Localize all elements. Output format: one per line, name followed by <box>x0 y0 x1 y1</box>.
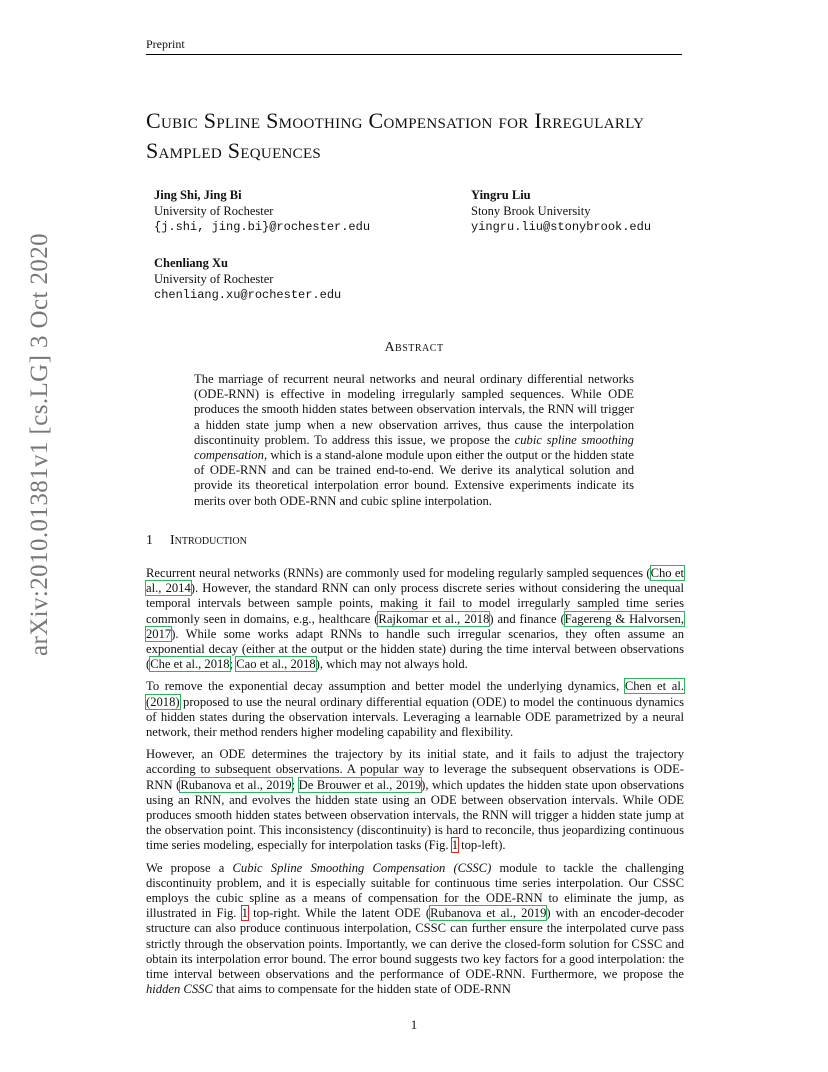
author-block-3 <box>154 255 341 303</box>
text-run: We propose a <box>146 860 233 875</box>
citation-link[interactable]: Rubanova et al., 2019 <box>180 777 292 792</box>
author-block-1 <box>154 187 370 235</box>
author-name: Yingru Liu <box>471 188 531 202</box>
text-run: ; <box>291 777 299 792</box>
running-head: Preprint <box>146 37 682 55</box>
paragraph-2 <box>146 679 684 740</box>
text-run: ; <box>229 657 237 672</box>
text-run: However, an ODE determines the trajectory by its initial state, and it fails to adjust the trajectory according to subsequent observations. A popular way to leverage the subsequent observations is ODE-RNN ( <box>146 747 684 792</box>
text-run: ) and finance ( <box>489 611 565 626</box>
paragraph-3 <box>146 747 684 853</box>
author-name: Chenliang Xu <box>154 256 228 270</box>
text-run: module to tackle the challenging discontinuity problem, and it is especially suitable for continuous time series interpolation. Our CSSC employs the cubic spline as a means of compensation for the ODE-RNN to eliminate the jump, as illustrated in Fig. <box>146 860 685 921</box>
text-run: proposed to use the neural ordinary differential equation (ODE) to model the continuous dynamics of hidden states during the observation intervals. Leveraging a learnable ODE parametrized by a neural network, their method renders higher modeling capability and flexibility. <box>146 694 684 740</box>
text-run: ) with an encoder-decoder structure can also produce continuous interpolation, CSSC can further ensure the interpolated curve pass strictly through the observation points. Importantly, we can derive the closed-form solution for CSSC and obtain its interpolation error bound. The error bound suggests two key factors for a good interpolation: the time interval between observations and the performance of ODE-RNN. Furthermore, we propose the <box>146 906 684 982</box>
author-name: Jing Shi, Jing Bi <box>154 188 242 202</box>
text-run: ), which updates the hidden state upon observations using an RNN, and evolves the hidden state using an ODE between observation intervals. While ODE produces smooth hidden states between observation intervals, the RNN will trigger a hidden state jump at the observation point. This inconsistency (discontinuity) is hard to reconcile, thus jeopardizing continuous time series modeling, especially for interpolation tasks (Fig. <box>146 777 684 853</box>
abstract-text <box>194 372 634 509</box>
intro-body <box>146 566 684 1004</box>
text-run: top-left). <box>457 838 506 853</box>
text-run: top-right. While the latent ODE ( <box>247 906 431 921</box>
text-run: To remove the exponential decay assumption and better model the underlying dynamics, <box>146 679 625 694</box>
figure-link[interactable]: 1 <box>451 838 458 853</box>
emphasis-text: hidden CSSC <box>146 982 213 997</box>
author-email[interactable]: {j.shi, jing.bi}@rochester.edu <box>154 220 371 234</box>
abstract-emphasis: cubic spline smoothing compensation <box>194 432 634 463</box>
section-title: Introduction <box>170 533 247 548</box>
author-email[interactable]: chenliang.xu@rochester.edu <box>154 288 342 302</box>
author-affiliation: Stony Brook University <box>471 204 591 218</box>
figure-link[interactable]: 1 <box>241 906 248 921</box>
text-run: ). While some works adapt RNNs to handle such irregular scenarios, they often assume an exponential decay (either at the output or the hidden state) during the time interval between observations ( <box>146 626 684 672</box>
citation-link[interactable]: Chen et al. (2018) <box>146 679 684 709</box>
author-block-2 <box>471 187 651 235</box>
abstract-part: , which is a stand-alone module upon either the output or the hidden state of ODE-RNN and can be trained end-to-end. We derive its analytical solution and provide its theoretical interpolation error bound. Extensive experiments indicate its merits over both ODE-RNN and cubic spline interpolation. <box>194 448 634 508</box>
author-affiliation: University of Rochester <box>154 272 274 286</box>
citation-link[interactable]: Fagereng & Halvorsen, 2017 <box>146 611 684 641</box>
page-number: 1 <box>410 1017 418 1032</box>
citation-link[interactable]: Cho et al., 2014 <box>146 566 684 596</box>
text-run: ), which may not always hold. <box>315 657 468 672</box>
abstract-heading: Abstract <box>384 340 444 355</box>
author-email[interactable]: yingru.liu@stonybrook.edu <box>471 220 652 234</box>
text-run: that aims to compensate for the hidden state of ODE-RNN <box>212 982 511 997</box>
citation-link[interactable]: Rajkomar et al., 2018 <box>378 611 490 626</box>
section-number: 1 <box>146 533 153 548</box>
paper-title: Cubic Spline Smoothing Compensation for Irregularly Sampled Sequences <box>146 108 645 163</box>
paragraph-1 <box>146 566 684 672</box>
author-affiliation: University of Rochester <box>154 204 274 218</box>
citation-link[interactable]: Che et al., 2018 <box>150 657 230 672</box>
citation-link[interactable]: De Brouwer et al., 2019 <box>298 777 422 792</box>
text-run: ). However, the standard RNN can only process discrete series without considering the unequal temporal intervals between sample points, making it fail to model irregularly sampled time series commonly seen in domains, e.g., healthcare ( <box>146 581 684 626</box>
paragraph-4 <box>146 861 684 998</box>
emphasis-text: Cubic Spline Smoothing Compensation (CSSC) <box>232 860 492 875</box>
citation-link[interactable]: Rubanova et al., 2019 <box>430 906 547 921</box>
arxiv-stamp: arXiv:2010.01381v1 [cs.LG] 3 Oct 2020 <box>26 232 53 656</box>
abstract-part: The marriage of recurrent neural networks and neural ordinary differential networks (ODE-RNN) is effective in modeling irregularly sampled sequences. While ODE produces the smooth hidden states between observation intervals, the RNN will trigger a hidden state jump when a new observation arrives, thus cause the interpolation discontinuity problem. To address this issue, we propose the <box>194 372 634 447</box>
section-heading <box>146 533 247 549</box>
citation-link[interactable]: Cao et al., 2018 <box>236 657 316 672</box>
text-run: Recurrent neural networks (RNNs) are commonly used for modeling regularly sampled sequences ( <box>146 566 651 580</box>
